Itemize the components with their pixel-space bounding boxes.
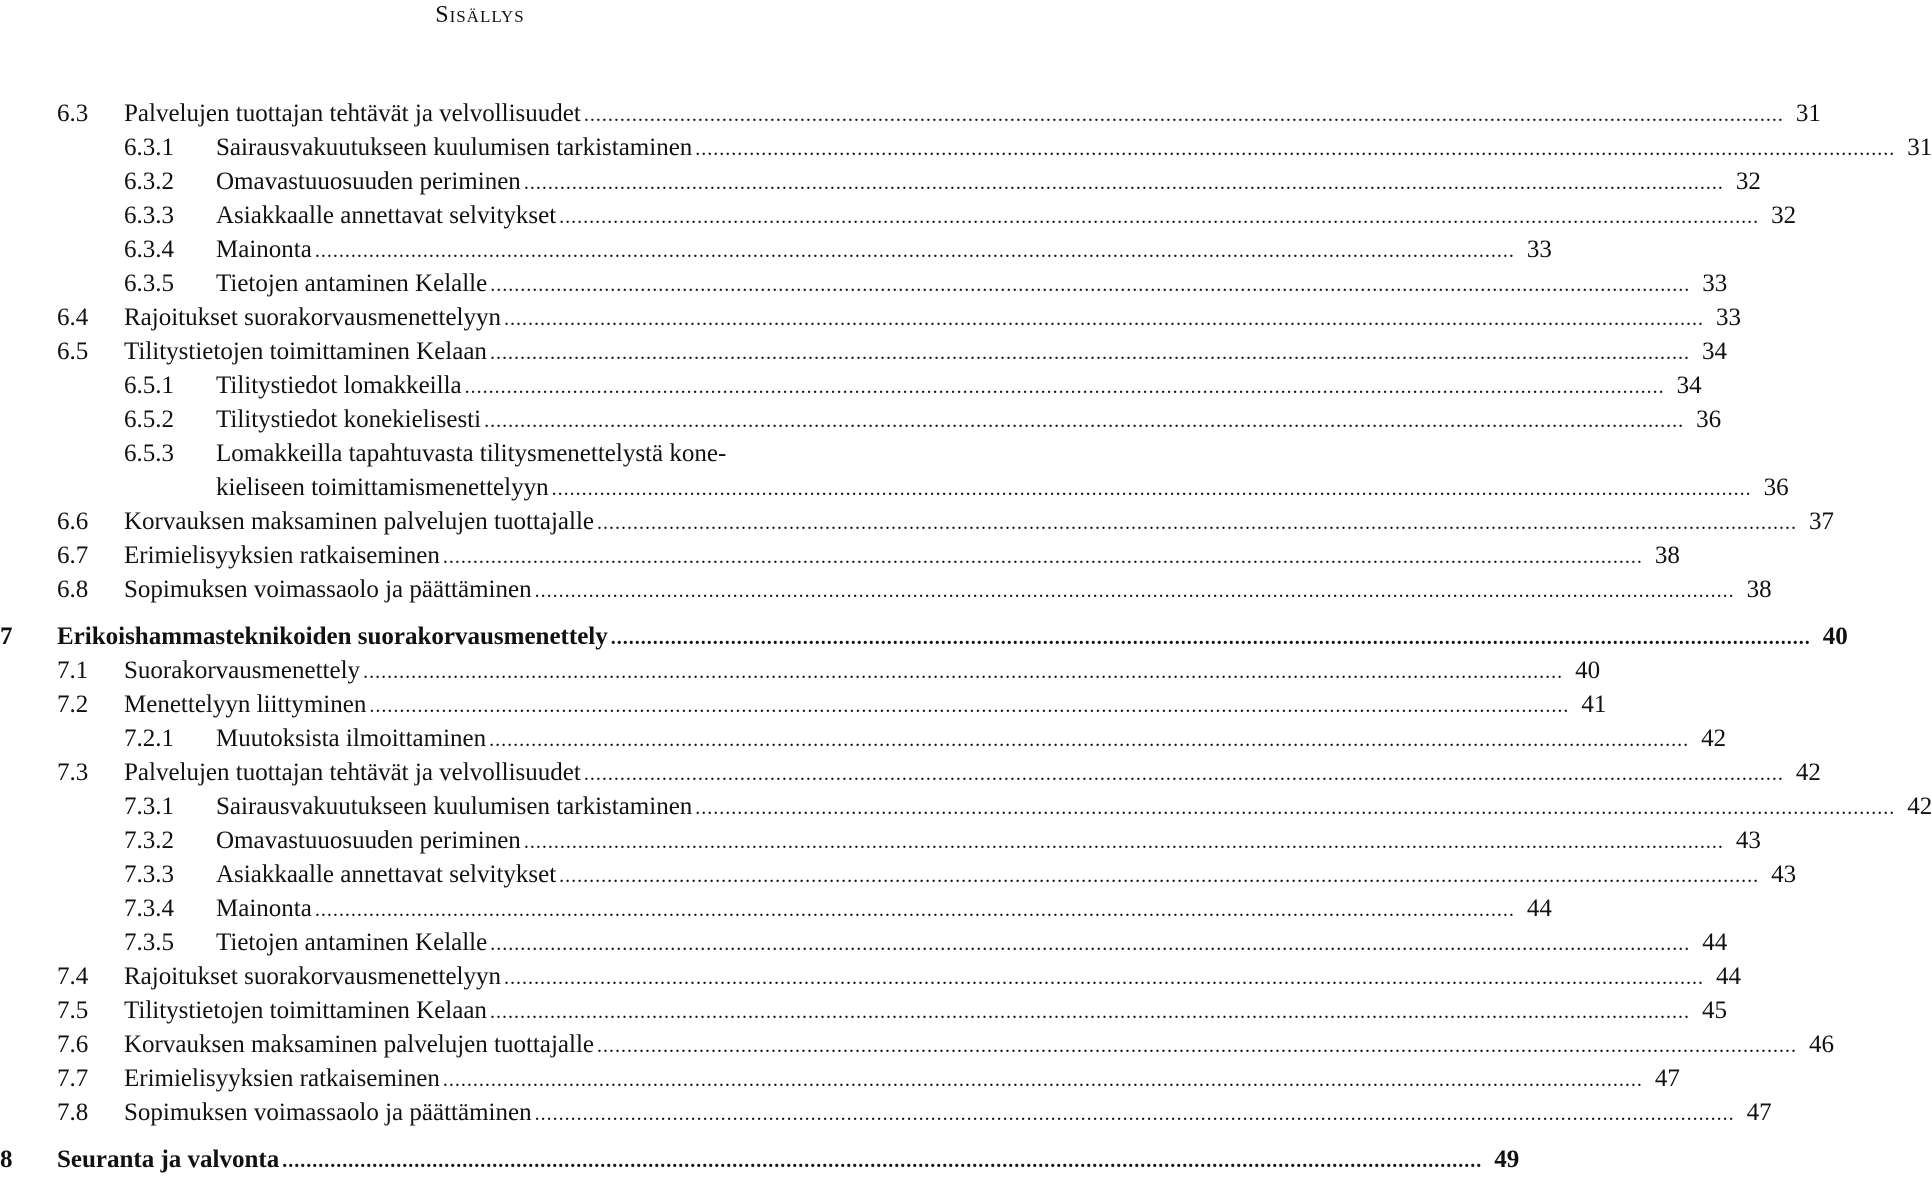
toc-entry-number: 7.3.1 <box>124 793 174 820</box>
toc-entry-line <box>216 892 1552 927</box>
toc-entry-number: 7.3.5 <box>124 929 174 956</box>
toc-entry-page-number: 42 <box>1795 759 1821 786</box>
toc-entry[interactable] <box>0 369 1702 403</box>
toc-entry-line <box>216 437 960 471</box>
dot-leader: ........................................................................................................................................................................................................ <box>534 580 1735 602</box>
toc-entry-line <box>57 1143 1520 1178</box>
toc-entry-number: 6.3 <box>57 100 89 127</box>
toc-entry-page-number: 44 <box>1702 929 1728 956</box>
toc-entry-number: 6.3.2 <box>124 168 174 195</box>
toc-entry-page-number: 32 <box>1771 202 1797 229</box>
toc-entry[interactable] <box>0 505 1834 539</box>
toc-entry-line <box>216 403 1722 438</box>
toc-entry-title: Seuranta ja valvonta <box>57 1146 280 1173</box>
dot-leader: ........................................................................................................................................................................................................ <box>597 1035 1797 1057</box>
toc-entry-number: 6.3.4 <box>124 236 174 263</box>
toc-entry-line <box>216 824 1761 859</box>
toc-entry-number: 6.5.2 <box>124 406 174 433</box>
toc-entry-number: 7.7 <box>57 1065 89 1092</box>
dot-leader: ........................................................................................................................................................................................................ <box>551 478 1752 500</box>
dot-leader: ........................................................................................................................................................................................................ <box>489 1001 1690 1023</box>
toc-entry-number: 6.5 <box>57 338 89 365</box>
dot-leader: ........................................................................................................................................................................................................ <box>695 797 1896 819</box>
toc-entry-number: 7.4 <box>57 963 89 990</box>
toc-entry-title: Sopimuksen voimassaolo ja päättäminen <box>124 576 532 603</box>
dot-leader: ........................................................................................................................................................................................................ <box>314 899 1515 921</box>
toc-entry-page-number: 42 <box>1701 725 1727 752</box>
toc-entry-line <box>216 790 1932 825</box>
toc-entry-page-number: 33 <box>1716 304 1742 331</box>
toc-entry-line <box>216 926 1728 961</box>
toc-entry-title: Asiakkaalle annettavat selvitykset <box>216 861 557 888</box>
toc-entry-title: Lomakkeilla tapahtuvasta tilitysmenettelystä kone- <box>216 440 727 467</box>
dot-leader: ........................................................................................................................................................................................................ <box>489 729 1690 751</box>
toc-entry[interactable] <box>0 573 1772 607</box>
toc-entry-number: 6.3.5 <box>124 270 174 297</box>
toc-entry-line <box>124 756 1821 791</box>
toc-entry[interactable] <box>0 926 1728 960</box>
toc-entry[interactable] <box>0 233 1552 267</box>
toc-entry-page-number: 36 <box>1696 406 1722 433</box>
toc-entry-number: 7.8 <box>57 1099 89 1126</box>
toc-entry-title: Erimielisyyksien ratkaiseminen <box>124 542 440 569</box>
toc-entry-page-number: 45 <box>1701 997 1727 1024</box>
toc-entry-title: Erimielisyyksien ratkaiseminen <box>124 1065 440 1092</box>
toc-entry-page-number: 38 <box>1746 576 1772 603</box>
toc-entry-title: kieliseen toimittamismenettelyyn <box>216 474 549 501</box>
toc-entry-number: 6.7 <box>57 542 89 569</box>
toc-entry-page-number: 47 <box>1654 1065 1680 1092</box>
dot-leader: ........................................................................................................................................................................................................ <box>610 627 1811 649</box>
toc-entry-title: Menettelyyn liittyminen <box>124 691 367 718</box>
dot-leader: ........................................................................................................................................................................................................ <box>583 104 1784 126</box>
toc-entry-title: Rajoitukset suorakorvausmenettelyyn <box>124 963 502 990</box>
toc-entry-title: Tilitystietojen toimittaminen Kelaan <box>124 338 487 365</box>
dot-leader: ........................................................................................................................................................................................................ <box>583 763 1784 785</box>
toc-entry-page-number: 44 <box>1716 963 1742 990</box>
toc-entry[interactable] <box>0 437 960 471</box>
toc-entry[interactable] <box>0 97 1821 131</box>
toc-entry-number: 7.2 <box>57 691 89 718</box>
toc-entry-line <box>124 654 1601 689</box>
dot-leader: ........................................................................................................................................................................................................ <box>504 967 1705 989</box>
toc-entry-number: 7.5 <box>57 997 89 1024</box>
toc-entry-page-number: 42 <box>1907 793 1932 820</box>
dot-leader: ........................................................................................................................................................................................................ <box>523 172 1724 194</box>
toc-entry-title: Korvauksen maksaminen palvelujen tuottajalle <box>124 1031 594 1058</box>
dot-leader: ........................................................................................................................................................................................................ <box>369 695 1570 717</box>
toc-entry-title: Tietojen antaminen Kelalle <box>216 929 488 956</box>
dot-leader: ........................................................................................................................................................................................................ <box>363 661 1564 683</box>
toc-entry-number: 6.8 <box>57 576 89 603</box>
toc-entry-number: 8 <box>0 1146 13 1173</box>
toc-entry[interactable] <box>0 403 1722 437</box>
toc-entry-page-number: 47 <box>1746 1099 1772 1126</box>
dot-leader: ........................................................................................................................................................................................................ <box>282 1150 1483 1172</box>
toc-entry[interactable] <box>0 471 1789 505</box>
toc-entry[interactable] <box>0 131 1932 165</box>
toc-entry-title: Tilitystietojen toimittaminen Kelaan <box>124 997 487 1024</box>
toc-entry-title: Suorakorvausmenettely <box>124 657 361 684</box>
toc-entry[interactable] <box>0 756 1821 790</box>
dot-leader: ........................................................................................................................................................................................................ <box>442 1069 1643 1091</box>
toc-entry[interactable] <box>0 1143 1520 1177</box>
toc-entry-title: Mainonta <box>216 236 312 263</box>
toc-entry-title: Tietojen antaminen Kelalle <box>216 270 488 297</box>
toc-entry[interactable] <box>0 994 1727 1028</box>
toc-entry[interactable] <box>0 301 1742 335</box>
toc-entry-line <box>124 1028 1834 1063</box>
toc-entry[interactable] <box>0 1096 1772 1130</box>
toc-entry-title: Palvelujen tuottajan tehtävät ja velvollisuudet <box>124 759 581 786</box>
toc-entry-page-number: 37 <box>1809 508 1834 535</box>
toc-entry-line <box>57 620 1848 655</box>
toc-entry-page-number: 33 <box>1702 270 1728 297</box>
toc-entry[interactable] <box>0 539 1680 573</box>
toc-entry-page-number: 34 <box>1701 338 1727 365</box>
toc-entry-page-number: 33 <box>1526 236 1552 263</box>
table-of-contents <box>0 97 1932 1177</box>
toc-entry-page-number: 34 <box>1676 372 1702 399</box>
toc-entry-line <box>124 960 1742 995</box>
toc-entry-line <box>216 165 1761 200</box>
dot-leader: ........................................................................................................................................................................................................ <box>534 1103 1735 1125</box>
toc-entry-title: Sairausvakuutukseen kuulumisen tarkistaminen <box>216 793 693 820</box>
toc-entry-number: 7.2.1 <box>124 725 174 752</box>
toc-entry-page-number: 43 <box>1735 827 1761 854</box>
toc-entry-page-number: 46 <box>1809 1031 1834 1058</box>
toc-entry-title: Tilitystiedot konekielisesti <box>216 406 482 433</box>
toc-entry-line <box>124 301 1742 336</box>
toc-entry-line <box>216 131 1932 166</box>
toc-entry-number: 7.3 <box>57 759 89 786</box>
dot-leader: ........................................................................................................................................................................................................ <box>489 342 1690 364</box>
toc-entry-number: 7.6 <box>57 1031 89 1058</box>
toc-entry-line <box>216 858 1797 893</box>
dot-leader: ........................................................................................................................................................................................................ <box>559 865 1760 887</box>
toc-entry-title: Asiakkaalle annettavat selvitykset <box>216 202 557 229</box>
toc-entry-page-number: 49 <box>1494 1146 1520 1173</box>
toc-entry-title: Omavastuuosuuden periminen <box>216 827 521 854</box>
toc-entry-page-number: 32 <box>1735 168 1761 195</box>
toc-entry-page-number: 36 <box>1763 474 1789 501</box>
toc-entry-line <box>124 97 1821 132</box>
toc-entry-number: 7.3.4 <box>124 895 174 922</box>
toc-entry-title: Tilitystiedot lomakkeilla <box>216 372 462 399</box>
toc-entry-page-number: 44 <box>1526 895 1552 922</box>
toc-entry-number: 6.5.3 <box>124 440 174 467</box>
toc-entry-number: 7 <box>0 623 13 650</box>
toc-entry-line <box>216 233 1552 268</box>
toc-entry-number: 7.1 <box>57 657 89 684</box>
toc-entry-title: Sairausvakuutukseen kuulumisen tarkistaminen <box>216 134 693 161</box>
toc-entry-page-number: 40 <box>1822 623 1848 650</box>
toc-entry-number: 6.4 <box>57 304 89 331</box>
toc-entry[interactable] <box>0 335 1727 369</box>
toc-entry-title: Mainonta <box>216 895 312 922</box>
toc-entry-title: Muutoksista ilmoittaminen <box>216 725 487 752</box>
toc-entry-number: 7.3.3 <box>124 861 174 888</box>
toc-entry[interactable] <box>0 688 1607 722</box>
dot-leader: ........................................................................................................................................................................................................ <box>559 206 1760 228</box>
toc-entry-page-number: 43 <box>1771 861 1797 888</box>
toc-entry-line <box>216 199 1797 234</box>
dot-leader: ........................................................................................................................................................................................................ <box>695 138 1896 160</box>
dot-leader: ........................................................................................................................................................................................................ <box>523 831 1724 853</box>
toc-entry[interactable] <box>0 790 1932 824</box>
toc-entry[interactable] <box>0 722 1727 756</box>
toc-entry-line <box>124 505 1834 540</box>
toc-entry-title: Rajoitukset suorakorvausmenettelyyn <box>124 304 502 331</box>
toc-entry[interactable] <box>0 824 1761 858</box>
toc-entry-number: 7.3.2 <box>124 827 174 854</box>
toc-entry-line <box>124 573 1772 608</box>
toc-entry[interactable] <box>0 267 1728 301</box>
toc-entry[interactable] <box>0 1062 1680 1096</box>
toc-entry[interactable] <box>0 654 1601 688</box>
dot-leader: ........................................................................................................................................................................................................ <box>442 546 1643 568</box>
toc-entry-number: 6.5.1 <box>124 372 174 399</box>
toc-entry-line <box>216 722 1727 757</box>
toc-entry-title: Korvauksen maksaminen palvelujen tuottajalle <box>124 508 594 535</box>
toc-entry-page-number: 40 <box>1575 657 1601 684</box>
toc-entry[interactable] <box>0 165 1761 199</box>
toc-entry-page-number: 38 <box>1654 542 1680 569</box>
toc-entry-title: Palvelujen tuottajan tehtävät ja velvollisuudet <box>124 100 581 127</box>
toc-entry[interactable] <box>0 892 1552 926</box>
toc-entry[interactable] <box>0 620 1848 654</box>
toc-entry[interactable] <box>0 199 1797 233</box>
dot-leader: ........................................................................................................................................................................................................ <box>314 240 1515 262</box>
dot-leader: ........................................................................................................................................................................................................ <box>490 274 1691 296</box>
toc-entry-line <box>216 267 1728 302</box>
toc-entry-line <box>124 994 1727 1029</box>
toc-entry-page-number: 41 <box>1581 691 1607 718</box>
toc-entry-title: Sopimuksen voimassaolo ja päättäminen <box>124 1099 532 1126</box>
toc-entry-number: 6.3.3 <box>124 202 174 229</box>
toc-entry[interactable] <box>0 960 1742 994</box>
dot-leader: ........................................................................................................................................................................................................ <box>504 308 1705 330</box>
dot-leader: ........................................................................................................................................................................................................ <box>484 410 1685 432</box>
page-title: Sisällys <box>435 2 525 28</box>
toc-entry-line <box>216 471 1789 506</box>
toc-entry-line <box>124 688 1607 723</box>
dot-leader: ........................................................................................................................................................................................................ <box>490 933 1691 955</box>
toc-entry-page-number: 31 <box>1795 100 1821 127</box>
toc-entry-line <box>124 1062 1680 1097</box>
toc-entry[interactable] <box>0 858 1797 892</box>
toc-entry-line <box>124 1096 1772 1131</box>
toc-entry-line <box>124 539 1680 574</box>
toc-entry-page-number: 31 <box>1907 134 1932 161</box>
toc-entry-title: Omavastuuosuuden periminen <box>216 168 521 195</box>
toc-entry-line <box>124 335 1727 370</box>
toc-entry-title: Erikoishammasteknikoiden suorakorvausmenettely <box>57 623 608 650</box>
dot-leader: ........................................................................................................................................................................................................ <box>464 376 1665 398</box>
dot-leader: ........................................................................................................................................................................................................ <box>597 512 1797 534</box>
toc-entry-number: 6.6 <box>57 508 89 535</box>
toc-entry[interactable] <box>0 1028 1834 1062</box>
toc-entry-line <box>216 369 1702 404</box>
toc-entry-number: 6.3.1 <box>124 134 174 161</box>
